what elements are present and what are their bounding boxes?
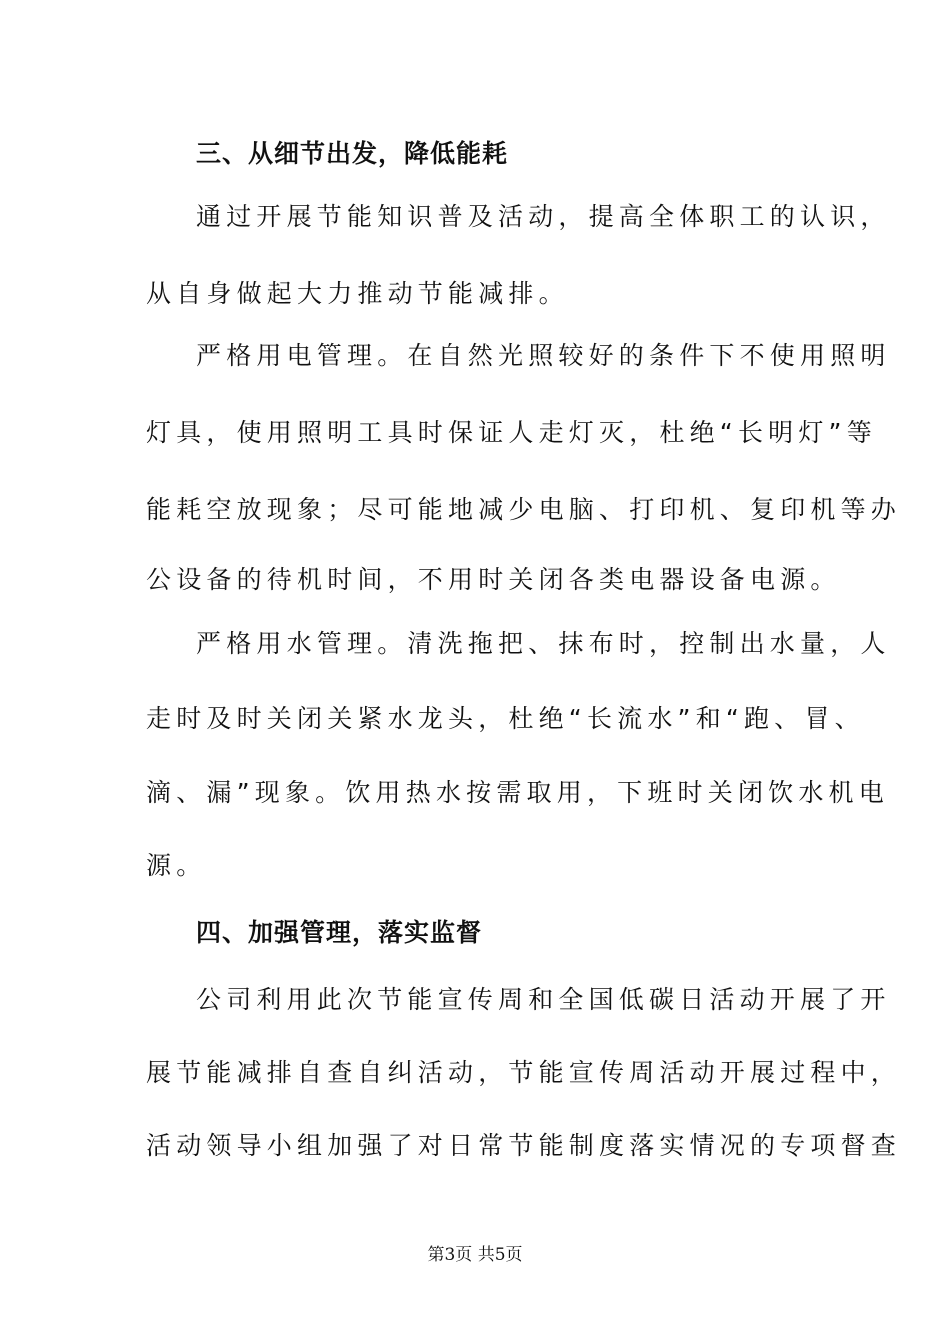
paragraph-line: 能耗空放现象；尽可能地减少电脑、打印机、复印机等办 xyxy=(146,495,902,524)
paragraph-line: 灯具，使用照明工具时保证人走灯灭，杜绝“长明灯”等 xyxy=(146,418,877,447)
paragraph-line: 从自身做起大力推动节能减排。 xyxy=(146,279,569,308)
paragraph-line: 严格用电管理。在自然光照较好的条件下不使用照明 xyxy=(196,341,891,370)
paragraph-line: 滴、漏”现象。饮用热水按需取用，下班时关闭饮水机电 xyxy=(146,778,889,807)
paragraph-line: 公司利用此次节能宣传周和全国低碳日活动开展了开 xyxy=(196,985,891,1014)
paragraph-line: 严格用水管理。清洗拖把、抹布时，控制出水量，人 xyxy=(196,629,891,658)
paragraph-line: 公设备的待机时间，不用时关闭各类电器设备电源。 xyxy=(146,565,841,594)
paragraph-line: 走时及时关闭关紧水龙头，杜绝“长流水”和“跑、冒、 xyxy=(146,704,865,733)
section-heading-3: 三、从细节出发，降低能耗 xyxy=(196,139,509,168)
paragraph-line: 展节能减排自查自纠活动，节能宣传周活动开展过程中， xyxy=(146,1058,902,1087)
paragraph-line: 通过开展节能知识普及活动，提高全体职工的认识， xyxy=(196,202,891,231)
paragraph-line: 源。 xyxy=(146,851,207,880)
section-heading-4: 四、加强管理，落实监督 xyxy=(196,918,483,947)
paragraph-line: 活动领导小组加强了对日常节能制度落实情况的专项督查 xyxy=(146,1131,902,1160)
page-number-footer: 第3页 共5页 xyxy=(427,1245,523,1265)
